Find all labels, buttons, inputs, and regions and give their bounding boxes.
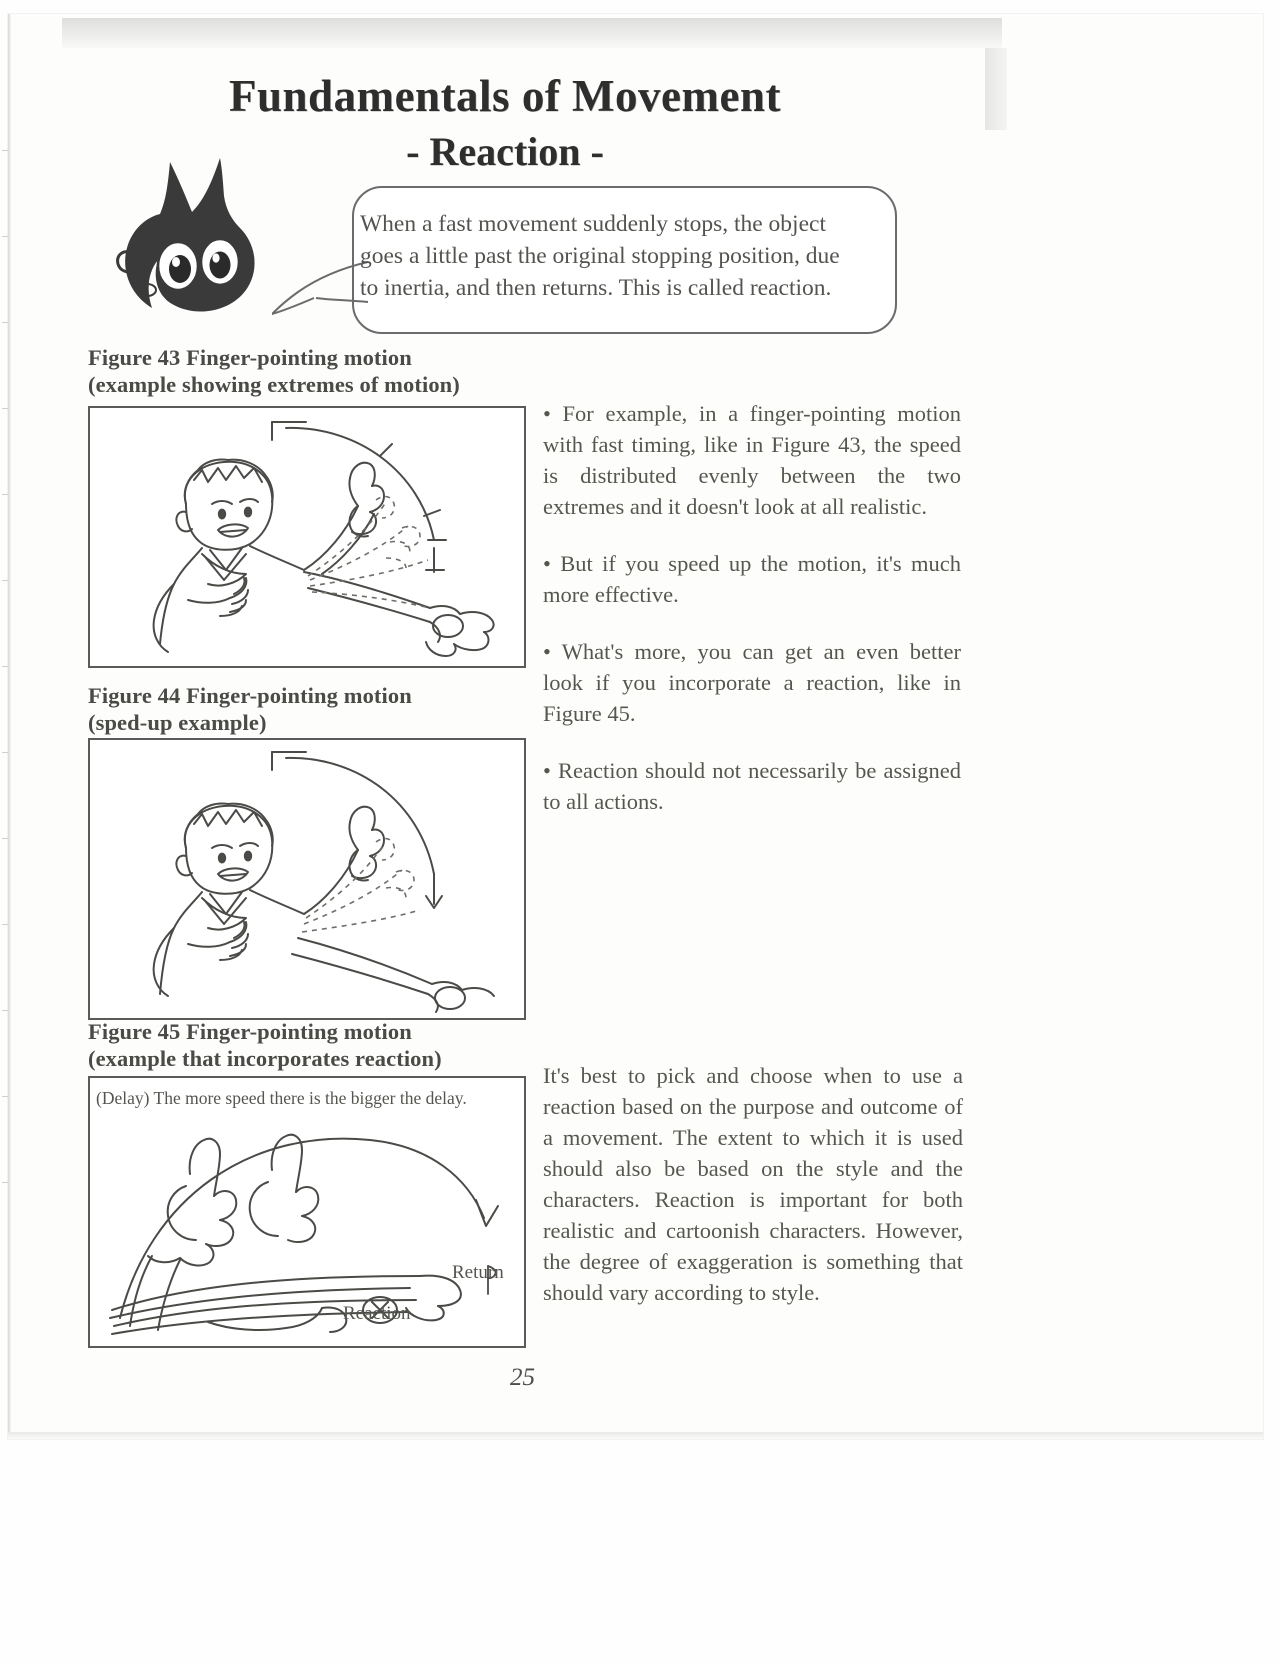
figure-45-caption-line-2: (example that incorporates reaction)	[88, 1046, 442, 1071]
figure-44-caption-line-1: Figure 44 Finger-pointing motion	[88, 683, 412, 708]
figure-45-panel	[88, 1076, 526, 1348]
figure-43-caption-line-1: Figure 43 Finger-pointing motion	[88, 345, 412, 370]
figure-43-panel	[88, 406, 526, 668]
scan-shadow-band-top	[62, 18, 1002, 48]
speech-bubble-line-1: When a fast movement suddenly stops, the object	[360, 211, 826, 237]
figure-43-caption	[88, 344, 460, 398]
bullet-item: • But if you speed up the motion, it's much more effective.	[543, 551, 961, 607]
body-bullets	[543, 398, 961, 817]
speech-bubble-tail	[272, 258, 368, 318]
bullet-item: • What's more, you can get an even better look if you incorporate a reaction, like in Figure 45.	[543, 639, 961, 726]
figure-43-caption-line-2: (example showing extremes of motion)	[88, 372, 460, 397]
figure-45-delay-note: (Delay) The more speed there is the bigger the delay.	[96, 1088, 467, 1108]
figure-44-illustration	[90, 740, 524, 1018]
closing-paragraph: It's best to pick and choose when to use a reaction based on the purpose and outcome of a movement. The extent to which it is used should also be based on the style and the characters. Reaction is important for both realistic and cartoonish characters. However, the degree of exaggeration is something that should vary according to style.	[543, 1063, 963, 1305]
figure-44-caption-line-2: (sped-up example)	[88, 710, 267, 735]
scan-edge-bottom	[8, 1432, 1263, 1439]
speech-bubble-text	[360, 208, 880, 304]
scan-margin-ticks	[0, 150, 10, 1250]
page-title: Fundamentals of Movement	[229, 71, 781, 121]
figure-45-illustration	[90, 1078, 524, 1346]
mascot-character-illustration	[100, 148, 300, 333]
figure-45-return-label: Return	[452, 1262, 504, 1283]
figure-45-reaction-label: Reaction	[343, 1303, 411, 1324]
bullet-item: • Reaction should not necessarily be assigned to all actions.	[543, 758, 961, 814]
bullet-item: • For example, in a finger-pointing motion with fast timing, like in Figure 43, the speed is distributed evenly between the two extremes and it doesn't look at all realistic.	[543, 401, 961, 519]
figure-45-caption	[88, 1018, 442, 1072]
page-subtitle: - Reaction -	[406, 129, 604, 174]
speech-bubble-line-3: to inertia, and then returns. This is called reaction.	[360, 275, 832, 301]
figure-44-caption	[88, 682, 412, 736]
page-number: 25	[510, 1364, 535, 1391]
figure-43-illustration	[90, 408, 524, 666]
speech-bubble-line-2: goes a little past the original stopping position, due	[360, 243, 840, 269]
figure-44-panel	[88, 738, 526, 1020]
figure-45-caption-line-1: Figure 45 Finger-pointing motion	[88, 1019, 412, 1044]
